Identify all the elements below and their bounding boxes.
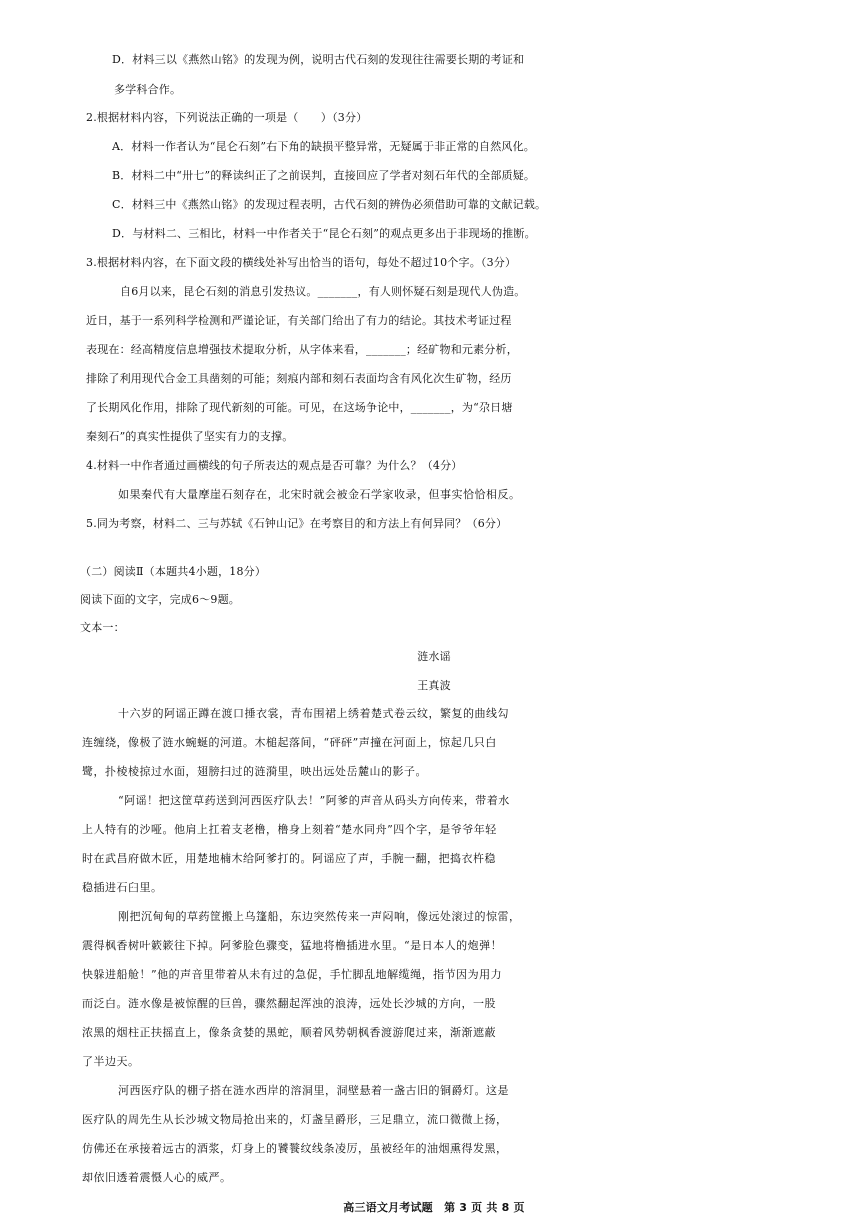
q4-stem: 4.材料一中作者通过画横线的句子所表达的观点是否可靠？为什么？（4分） [86,459,463,472]
story-p2-line3: 时在武昌府做木匠，用楚地楠木给阿爹打的。阿谣应了声，手腕一翻，把捣衣杵稳 [82,852,496,865]
story-p3-line2: 震得枫香树叶簌簌往下掉。阿爹脸色骤变，猛地将橹插进水里。“是日本人的炮弹！ [82,939,503,952]
q3-passage-line1: 自6月以来，昆仑石刻的消息引发热议。_______，有人则怀疑石刻是现代人伪造。 [120,285,526,298]
story-p2-line4: 稳插进石臼里。 [82,881,163,894]
story-p4-line2: 医疗队的周先生从长沙城文物局抢出来的，灯盏呈爵形，三足鼎立，流口微微上扬， [82,1113,508,1126]
q3-passage-line5: 了长期风化作用，排除了现代新刻的可能。可见，在这场争论中，_______，为“尕日塘 [86,401,513,414]
story-title: 涟水谣 [417,650,451,663]
story-p3-line5: 浓黑的烟柱正扶摇直上，像条贪婪的黑蛇，顺着风势朝枫香渡游爬过来，渐渐遮蔽 [82,1026,496,1039]
q3-passage-line3: 表现在：经高精度信息增强技术提取分析，从字体来看，_______；经矿物和元素分析， [86,343,518,356]
story-p4-line1: 河西医疗队的棚子搭在涟水西岸的溶洞里，洞壁悬着一盏古旧的铜爵灯。这是 [118,1084,509,1097]
story-p2-line2: 上人特有的沙哑。他肩上扛着支老橹，橹身上刻着“楚水同舟”四个字，是爷爷年轻 [82,823,497,836]
q5-stem: 5.同为考察，材料二、三与苏轼《石钟山记》在考察目的和方法上有何异同？（6分） [86,517,508,530]
text-one-label: 文本一： [80,621,125,634]
story-p3-line3: 快躲进船舱！”他的声音里带着从未有过的急促，手忙脚乱地解缆绳，指节因为用力 [82,968,503,981]
q2-stem: 2.根据材料内容，下列说法正确的一项是（ ）（3分） [86,111,368,124]
q3-passage-line2: 近日，基于一系列科学检测和严谨论证，有关部门给出了有力的结论。其技术考证过程 [86,314,512,327]
story-p1-line2: 连缠绕，像极了涟水蜿蜒的河道。木槌起落间，“砰砰”声撞在河面上，惊起几只白 [82,736,497,749]
story-p4-line3: 仿佛还在承接着远古的酒浆，灯身上的饕餮纹线条凌厉，虽被经年的油烟熏得发黑， [82,1142,508,1155]
story-author: 王真波 [417,679,451,692]
q2-option-b: B．材料二中“卅七”的释读纠正了之前误判，直接回应了学者对刻石年代的全部质疑。 [112,169,536,182]
q1-option-d-line2: 多学科合作。 [114,83,182,96]
story-p1-line1: 十六岁的阿谣正蹲在渡口捶衣裳，青布围裙上绣着楚式卷云纹，繁复的曲线勾 [118,707,509,720]
q4-quoted-sentence: 如果秦代有大量摩崖石刻存在，北宋时就会被金石学家收录，但事实恰恰相反。 [118,488,521,501]
story-p1-line3: 鹭，扑棱棱掠过水面，翅膀扫过的涟漪里，映出远处岳麓山的影子。 [82,765,427,778]
story-p3-line6: 了半边天。 [82,1055,140,1068]
q3-passage-line6: 秦刻石”的真实性提供了坚实有力的支撑。 [86,430,294,443]
q3-passage-line4: 排除了利用现代合金工具凿刻的可能；刻痕内部和刻石表面均含有风化次生矿物，经历 [86,372,512,385]
q2-option-d: D．与材料二、三相比，材料一中作者关于“昆仑石刻”的观点更多出于非现场的推断。 [112,227,536,240]
q3-stem: 3.根据材料内容，在下面文段的横线处补写出恰当的语句，每处不超过10个字。（3分） [86,256,517,269]
page-footer: 高三语文月考试题 第 3 页 共 8 页 [343,1201,525,1214]
q2-option-a: A．材料一作者认为“昆仑石刻”右下角的缺损平整异常，无疑属于非正常的自然风化。 [112,140,535,153]
q2-option-c: C．材料三中《燕然山铭》的发现过程表明，古代石刻的辨伪必须借助可靠的文献记载。 [112,198,547,211]
section2-instruction: 阅读下面的文字，完成6～9题。 [80,593,240,606]
story-p4-line4: 却依旧透着震慑人心的威严。 [82,1171,232,1184]
story-p3-line4: 而泛白。涟水像是被惊醒的巨兽，骤然翻起浑浊的浪涛，远处长沙城的方向，一股 [82,997,496,1010]
story-p2-line1: “阿谣！把这筐草药送到河西医疗队去！”阿爹的声音从码头方向传来，带着水 [118,794,510,807]
q1-option-d-line1: D．材料三以《燕然山铭》的发现为例，说明古代石刻的发现往往需要长期的考证和 [112,53,525,66]
section2-heading: （二）阅读Ⅱ（本题共4小题，18分） [80,565,267,578]
story-p3-line1: 刚把沉甸甸的草药筐搬上乌篷船，东边突然传来一声闷响，像远处滚过的惊雷， [118,910,521,923]
